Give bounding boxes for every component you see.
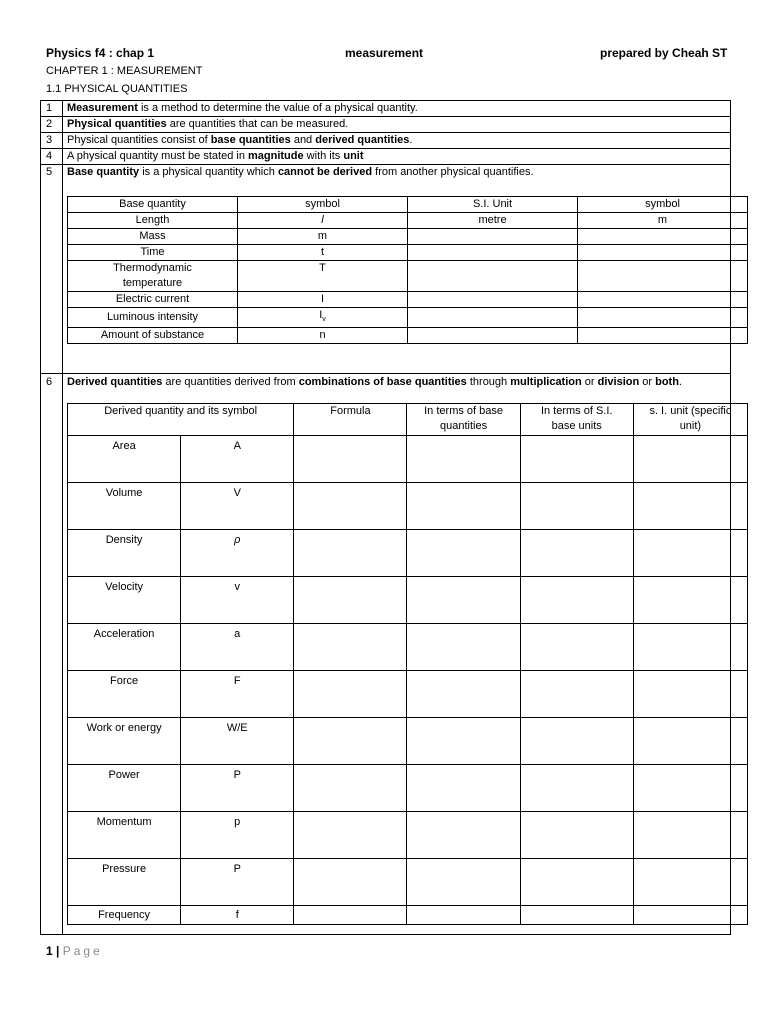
- derived-quantity-name: Velocity: [68, 577, 181, 624]
- row-number: 4: [41, 149, 63, 165]
- table-row: [68, 483, 748, 530]
- empty-cell: [520, 483, 633, 530]
- row-text: Derived quantities are quantities derived from combinations of base quantities through multiplication or division or both. Derived quantity and its symbol Formula In terms of base quantities In terms of S.I. base units s. I. unit (specific unit) Area A Volume V Density ρ Velocity v Acceleration a Force F Work or energy W/E Power P Momentum p Pressure P Frequency f: [63, 374, 731, 935]
- table-cell: [408, 292, 578, 308]
- row-number: 3: [41, 133, 63, 149]
- empty-cell: [294, 624, 407, 671]
- empty-cell: [294, 765, 407, 812]
- chapter-title: CHAPTER 1 : MEASUREMENT: [46, 65, 203, 77]
- header-center: measurement: [345, 46, 424, 60]
- derived-quantity-symbol: p: [181, 812, 294, 859]
- table-cell: Mass: [68, 229, 238, 245]
- row-4: [41, 149, 731, 165]
- table-header-row: [68, 404, 748, 436]
- empty-cell: [294, 577, 407, 624]
- table-row: [68, 765, 748, 812]
- empty-cell: [520, 671, 633, 718]
- table-row: [68, 245, 748, 261]
- empty-cell: [294, 436, 407, 483]
- empty-cell: [294, 530, 407, 577]
- header-right: prepared by Cheah ST: [600, 46, 728, 60]
- empty-cell: [294, 906, 407, 925]
- table-row: [68, 624, 748, 671]
- table-cell: t: [238, 245, 408, 261]
- table-cell: [578, 328, 748, 344]
- derived-quantity-table: [67, 403, 748, 925]
- table-cell: [408, 245, 578, 261]
- derived-quantity-symbol: ρ: [181, 530, 294, 577]
- row-number: 5: [41, 165, 63, 374]
- table-cell: I: [238, 292, 408, 308]
- header-cell: In terms of S.I. base units: [520, 404, 633, 436]
- table-cell: m: [238, 229, 408, 245]
- header-left: Physics f4 : chap 1: [46, 46, 155, 60]
- row-2: [41, 117, 731, 133]
- empty-cell: [407, 906, 520, 925]
- derived-quantity-symbol: V: [181, 483, 294, 530]
- derived-quantity-name: Area: [68, 436, 181, 483]
- page-footer: [46, 944, 103, 958]
- derived-quantity-name: Acceleration: [68, 624, 181, 671]
- table-cell: Length: [68, 213, 238, 229]
- table-cell: n: [238, 328, 408, 344]
- table-row: [68, 577, 748, 624]
- page-label: Page: [62, 944, 103, 958]
- table-cell: T: [238, 261, 408, 292]
- table-cell: Luminous intensity: [68, 308, 238, 328]
- empty-cell: [633, 671, 747, 718]
- row-number: 1: [41, 101, 63, 117]
- empty-cell: [633, 812, 747, 859]
- empty-cell: [407, 436, 520, 483]
- empty-cell: [633, 577, 747, 624]
- empty-cell: [633, 718, 747, 765]
- empty-cell: [520, 906, 633, 925]
- page-number: 1: [46, 944, 53, 958]
- table-cell: Time: [68, 245, 238, 261]
- row-text: Physical quantities consist of base quantities and derived quantities.: [63, 133, 731, 149]
- row-1: [41, 101, 731, 117]
- table-row: [68, 308, 748, 328]
- table-cell: Electric current: [68, 292, 238, 308]
- empty-cell: [294, 671, 407, 718]
- empty-cell: [294, 812, 407, 859]
- empty-cell: [520, 718, 633, 765]
- table-cell: $I_v$: [238, 308, 408, 328]
- base-quantity-table: [67, 196, 748, 344]
- table-row: [68, 328, 748, 344]
- row-text: Measurement is a method to determine the value of a physical quantity.: [63, 101, 731, 117]
- table-cell: Amount of substance: [68, 328, 238, 344]
- table-row: [68, 812, 748, 859]
- empty-cell: [294, 483, 407, 530]
- empty-cell: [520, 624, 633, 671]
- table-row: [68, 671, 748, 718]
- table-cell: Thermodynamic temperature: [68, 261, 238, 292]
- empty-cell: [633, 859, 747, 906]
- table-row: [68, 718, 748, 765]
- table-cell: [578, 245, 748, 261]
- table-row: [68, 859, 748, 906]
- derived-quantity-symbol: P: [181, 859, 294, 906]
- row-text: A physical quantity must be stated in magnitude with its unit: [63, 149, 731, 165]
- derived-quantity-symbol: f: [181, 906, 294, 925]
- empty-cell: [407, 812, 520, 859]
- derived-quantity-symbol: P: [181, 765, 294, 812]
- empty-cell: [633, 906, 747, 925]
- row-text: Physical quantities are quantities that can be measured.: [63, 117, 731, 133]
- derived-quantity-name: Frequency: [68, 906, 181, 925]
- derived-quantity-name: Power: [68, 765, 181, 812]
- empty-cell: [520, 436, 633, 483]
- table-row: [68, 292, 748, 308]
- header-cell: In terms of base quantities: [407, 404, 520, 436]
- table-cell: [578, 261, 748, 292]
- header-cell: Base quantity: [68, 197, 238, 213]
- derived-quantity-symbol: v: [181, 577, 294, 624]
- row-number: 6: [41, 374, 63, 935]
- derived-quantity-name: Force: [68, 671, 181, 718]
- header-cell: symbol: [578, 197, 748, 213]
- empty-cell: [633, 483, 747, 530]
- empty-cell: [520, 765, 633, 812]
- table-row: [68, 906, 748, 925]
- empty-cell: [294, 718, 407, 765]
- table-cell: [408, 261, 578, 292]
- derived-quantity-name: Volume: [68, 483, 181, 530]
- derived-quantity-symbol: a: [181, 624, 294, 671]
- empty-cell: [520, 859, 633, 906]
- section-title: 1.1 PHYSICAL QUANTITIES: [46, 83, 188, 95]
- empty-cell: [407, 765, 520, 812]
- empty-cell: [407, 718, 520, 765]
- empty-cell: [407, 859, 520, 906]
- table-row: [68, 213, 748, 229]
- empty-cell: [633, 624, 747, 671]
- row-6: [41, 374, 731, 935]
- row-5: [41, 165, 731, 374]
- derived-quantity-symbol: F: [181, 671, 294, 718]
- empty-cell: [407, 483, 520, 530]
- row-number: 2: [41, 117, 63, 133]
- page-separator: |: [56, 944, 60, 958]
- table-row: [68, 436, 748, 483]
- empty-cell: [407, 577, 520, 624]
- header-cell: S.I. Unit: [408, 197, 578, 213]
- table-header-row: [68, 197, 748, 213]
- table-cell: [408, 229, 578, 245]
- table-cell: m: [578, 213, 748, 229]
- table-row: [68, 261, 748, 292]
- table-cell: [408, 308, 578, 328]
- table-cell: [578, 292, 748, 308]
- header-cell: s. I. unit (specific unit): [633, 404, 747, 436]
- table-row: [68, 229, 748, 245]
- derived-quantity-name: Pressure: [68, 859, 181, 906]
- empty-cell: [520, 530, 633, 577]
- table-cell: [578, 229, 748, 245]
- header-cell: Derived quantity and its symbol: [68, 404, 294, 436]
- main-table: [40, 100, 731, 935]
- table-cell: [408, 328, 578, 344]
- empty-cell: [294, 859, 407, 906]
- empty-cell: [520, 812, 633, 859]
- row-text: Base quantity is a physical quantity which cannot be derived from another physical quantifies. Base quantity symbol S.I. Unit symbol Length l metre m Mass m Time t Thermodynamic temperature T Electric current I Luminous intensity $I_v$ Amount of substance n: [63, 165, 731, 374]
- empty-cell: [633, 530, 747, 577]
- empty-cell: [407, 624, 520, 671]
- derived-quantity-symbol: W/E: [181, 718, 294, 765]
- empty-cell: [407, 530, 520, 577]
- table-row: [68, 530, 748, 577]
- row-3: [41, 133, 731, 149]
- derived-quantity-name: Momentum: [68, 812, 181, 859]
- header-cell: Formula: [294, 404, 407, 436]
- table-cell: [578, 308, 748, 328]
- empty-cell: [633, 765, 747, 812]
- derived-quantity-name: Work or energy: [68, 718, 181, 765]
- header-cell: symbol: [238, 197, 408, 213]
- empty-cell: [633, 436, 747, 483]
- derived-quantity-name: Density: [68, 530, 181, 577]
- empty-cell: [407, 671, 520, 718]
- table-cell: metre: [408, 213, 578, 229]
- empty-cell: [520, 577, 633, 624]
- table-cell: l: [238, 213, 408, 229]
- derived-quantity-symbol: A: [181, 436, 294, 483]
